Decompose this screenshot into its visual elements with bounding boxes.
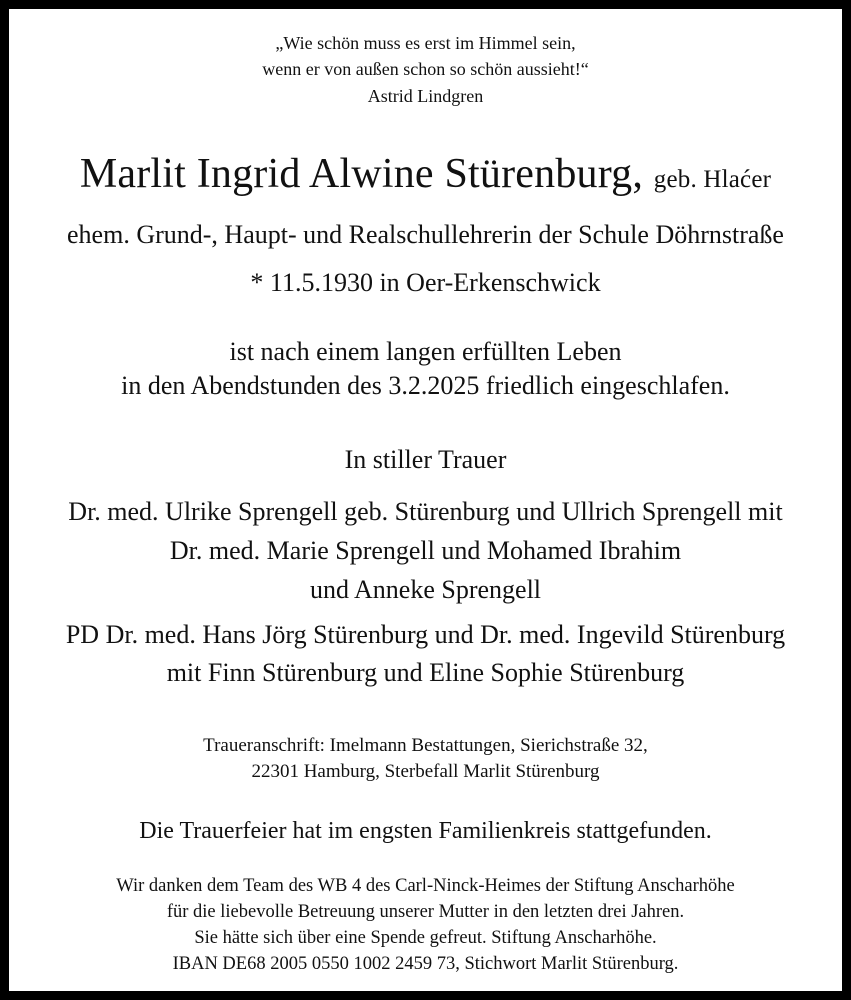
family-group2-line-1: PD Dr. med. Hans Jörg Stürenburg und Dr. med. Ingevild Stürenburg — [65, 620, 786, 649]
deceased-name: Marlit Ingrid Alwine Stürenburg, — [79, 151, 644, 197]
quote-line-2: wenn er von außen schon so schön aussieht!“ — [262, 59, 589, 79]
thanks-line-3: Sie hätte sich über eine Spende gefreut. Stiftung Anscharhöhe. — [194, 928, 657, 948]
thanks-line-2: für die liebevolle Betreuung unserer Mutter in den letzten drei Jahren. — [166, 902, 685, 922]
family-group1-line-3: und Anneke Sprengell — [309, 575, 542, 604]
deceased-profession: ehem. Grund-, Haupt- und Realschullehrerin der Schule Döhrnstraße — [67, 220, 784, 249]
address-line-1: Traueranschrift: Imelmann Bestattungen, Sierichstraße 32, — [203, 735, 648, 756]
deceased-birth: * 11.5.1930 in Oer-Erkenschwick — [250, 268, 601, 297]
mourning-header: In stiller Trauer — [344, 445, 507, 474]
address-line-2: 22301 Hamburg, Sterbefall Marlit Stürenburg — [251, 761, 600, 782]
family-group2-line-2: mit Finn Stürenburg und Eline Sophie Stürenburg — [166, 658, 685, 687]
quote-author: Astrid Lindgren — [367, 86, 484, 106]
announcement-line-1: ist nach einem langen erfüllten Leben — [229, 337, 622, 366]
thanks-line-1: Wir danken dem Team des WB 4 des Carl-Ninck-Heimes der Stiftung Anscharhöhe — [116, 876, 735, 896]
thanks-line-4: IBAN DE68 2005 0550 1002 2459 73, Stichwort Marlit Stürenburg. — [172, 954, 679, 974]
deceased-birth-name: geb. Hlaćer — [653, 166, 772, 193]
ceremony-note: Die Trauerfeier hat im engsten Familienkreis stattgefunden. — [139, 818, 712, 844]
family-group1-line-1: Dr. med. Ulrike Sprengell geb. Stürenburg und Ullrich Sprengell mit — [68, 497, 783, 526]
family-group1-line-2: Dr. med. Marie Sprengell und Mohamed Ibrahim — [169, 536, 682, 565]
announcement-line-2: in den Abendstunden des 3.2.2025 friedlich eingeschlafen. — [121, 371, 730, 400]
deceased-name-line — [9, 150, 842, 198]
quote-line-1: „Wie schön muss es erst im Himmel sein, — [275, 33, 576, 53]
